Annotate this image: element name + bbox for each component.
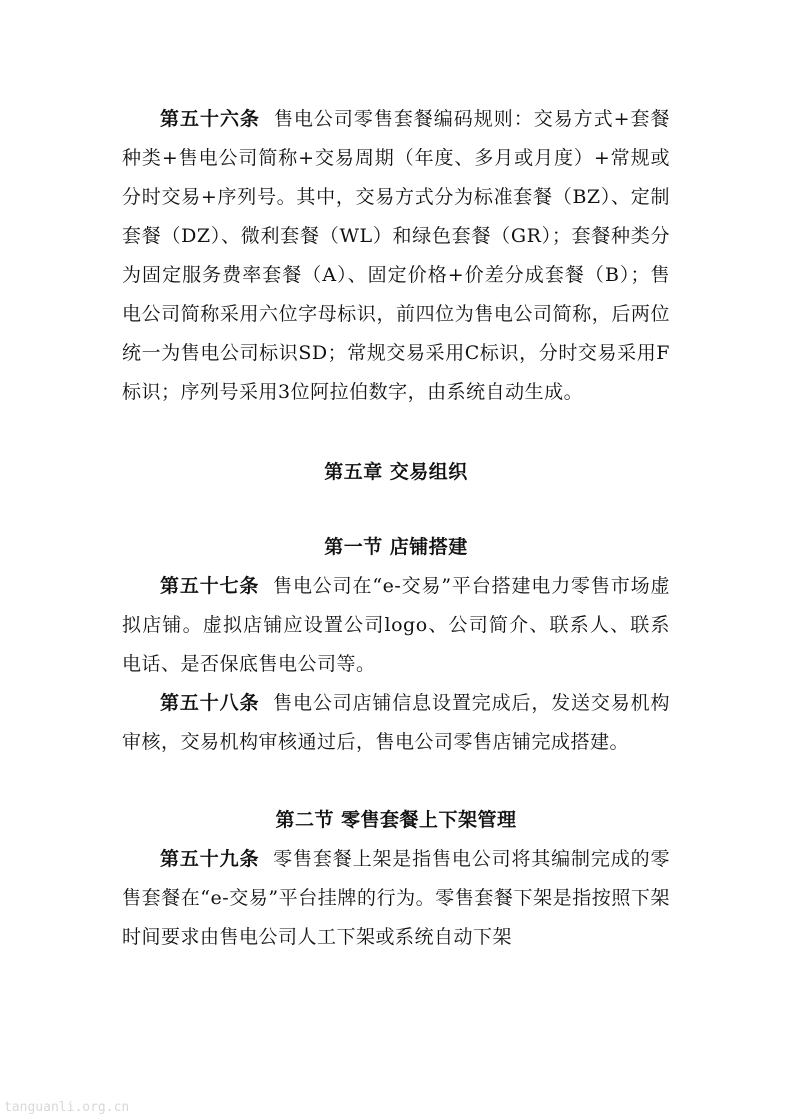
article-59-text: 零售套餐上架是指售电公司将其编制完成的零售套餐在“e-交易”平台挂牌的行为。零售套餐下架是指按照下架时间要求由售电公司人工下架或系统自动下架 <box>122 848 670 948</box>
article-58 <box>122 684 670 762</box>
article-56-label: 第五十六条 <box>160 108 260 130</box>
article-58-label: 第五十八条 <box>160 692 260 714</box>
article-59-label: 第五十九条 <box>160 848 260 870</box>
article-59 <box>122 840 670 957</box>
section-title-1: 第一节 店铺搭建 <box>324 536 468 558</box>
article-58-text: 售电公司店铺信息设置完成后，发送交易机构审核，交易机构审核通过后，售电公司零售店铺完成搭建。 <box>122 692 670 753</box>
section-title-2: 第二节 零售套餐上下架管理 <box>275 809 517 831</box>
article-57 <box>122 567 670 684</box>
article-56-text: 售电公司零售套餐编码规则：交易方式+套餐种类+售电公司简称+交易周期（年度、多月或月度）+常规或分时交易+序列号。其中，交易方式分为标准套餐（BZ）、定制套餐（DZ）、微利套餐（WL）和绿色套餐（GR）；套餐种类分为固定服务费率套餐（A）、固定价格+价差分成套餐（B）；售电公司简称采用六位字母标识，前四位为售电公司简称，后两位统一为售电公司标识SD；常规交易采用C标识，分时交易采用F标识；序列号采用3位阿拉伯数字，由系统自动生成。 <box>122 108 670 403</box>
chapter-title: 第五章 交易组织 <box>324 461 468 483</box>
article-57-label: 第五十七条 <box>160 575 260 597</box>
document-page <box>122 100 670 957</box>
article-57-text: 售电公司在“e-交易”平台搭建电力零售市场虚拟店铺。虚拟店铺应设置公司logo、公司简介、联系人、联系电话、是否保底售电公司等。 <box>122 575 670 675</box>
watermark: tanguanli.org.cn <box>4 1100 130 1115</box>
article-56 <box>122 100 670 412</box>
